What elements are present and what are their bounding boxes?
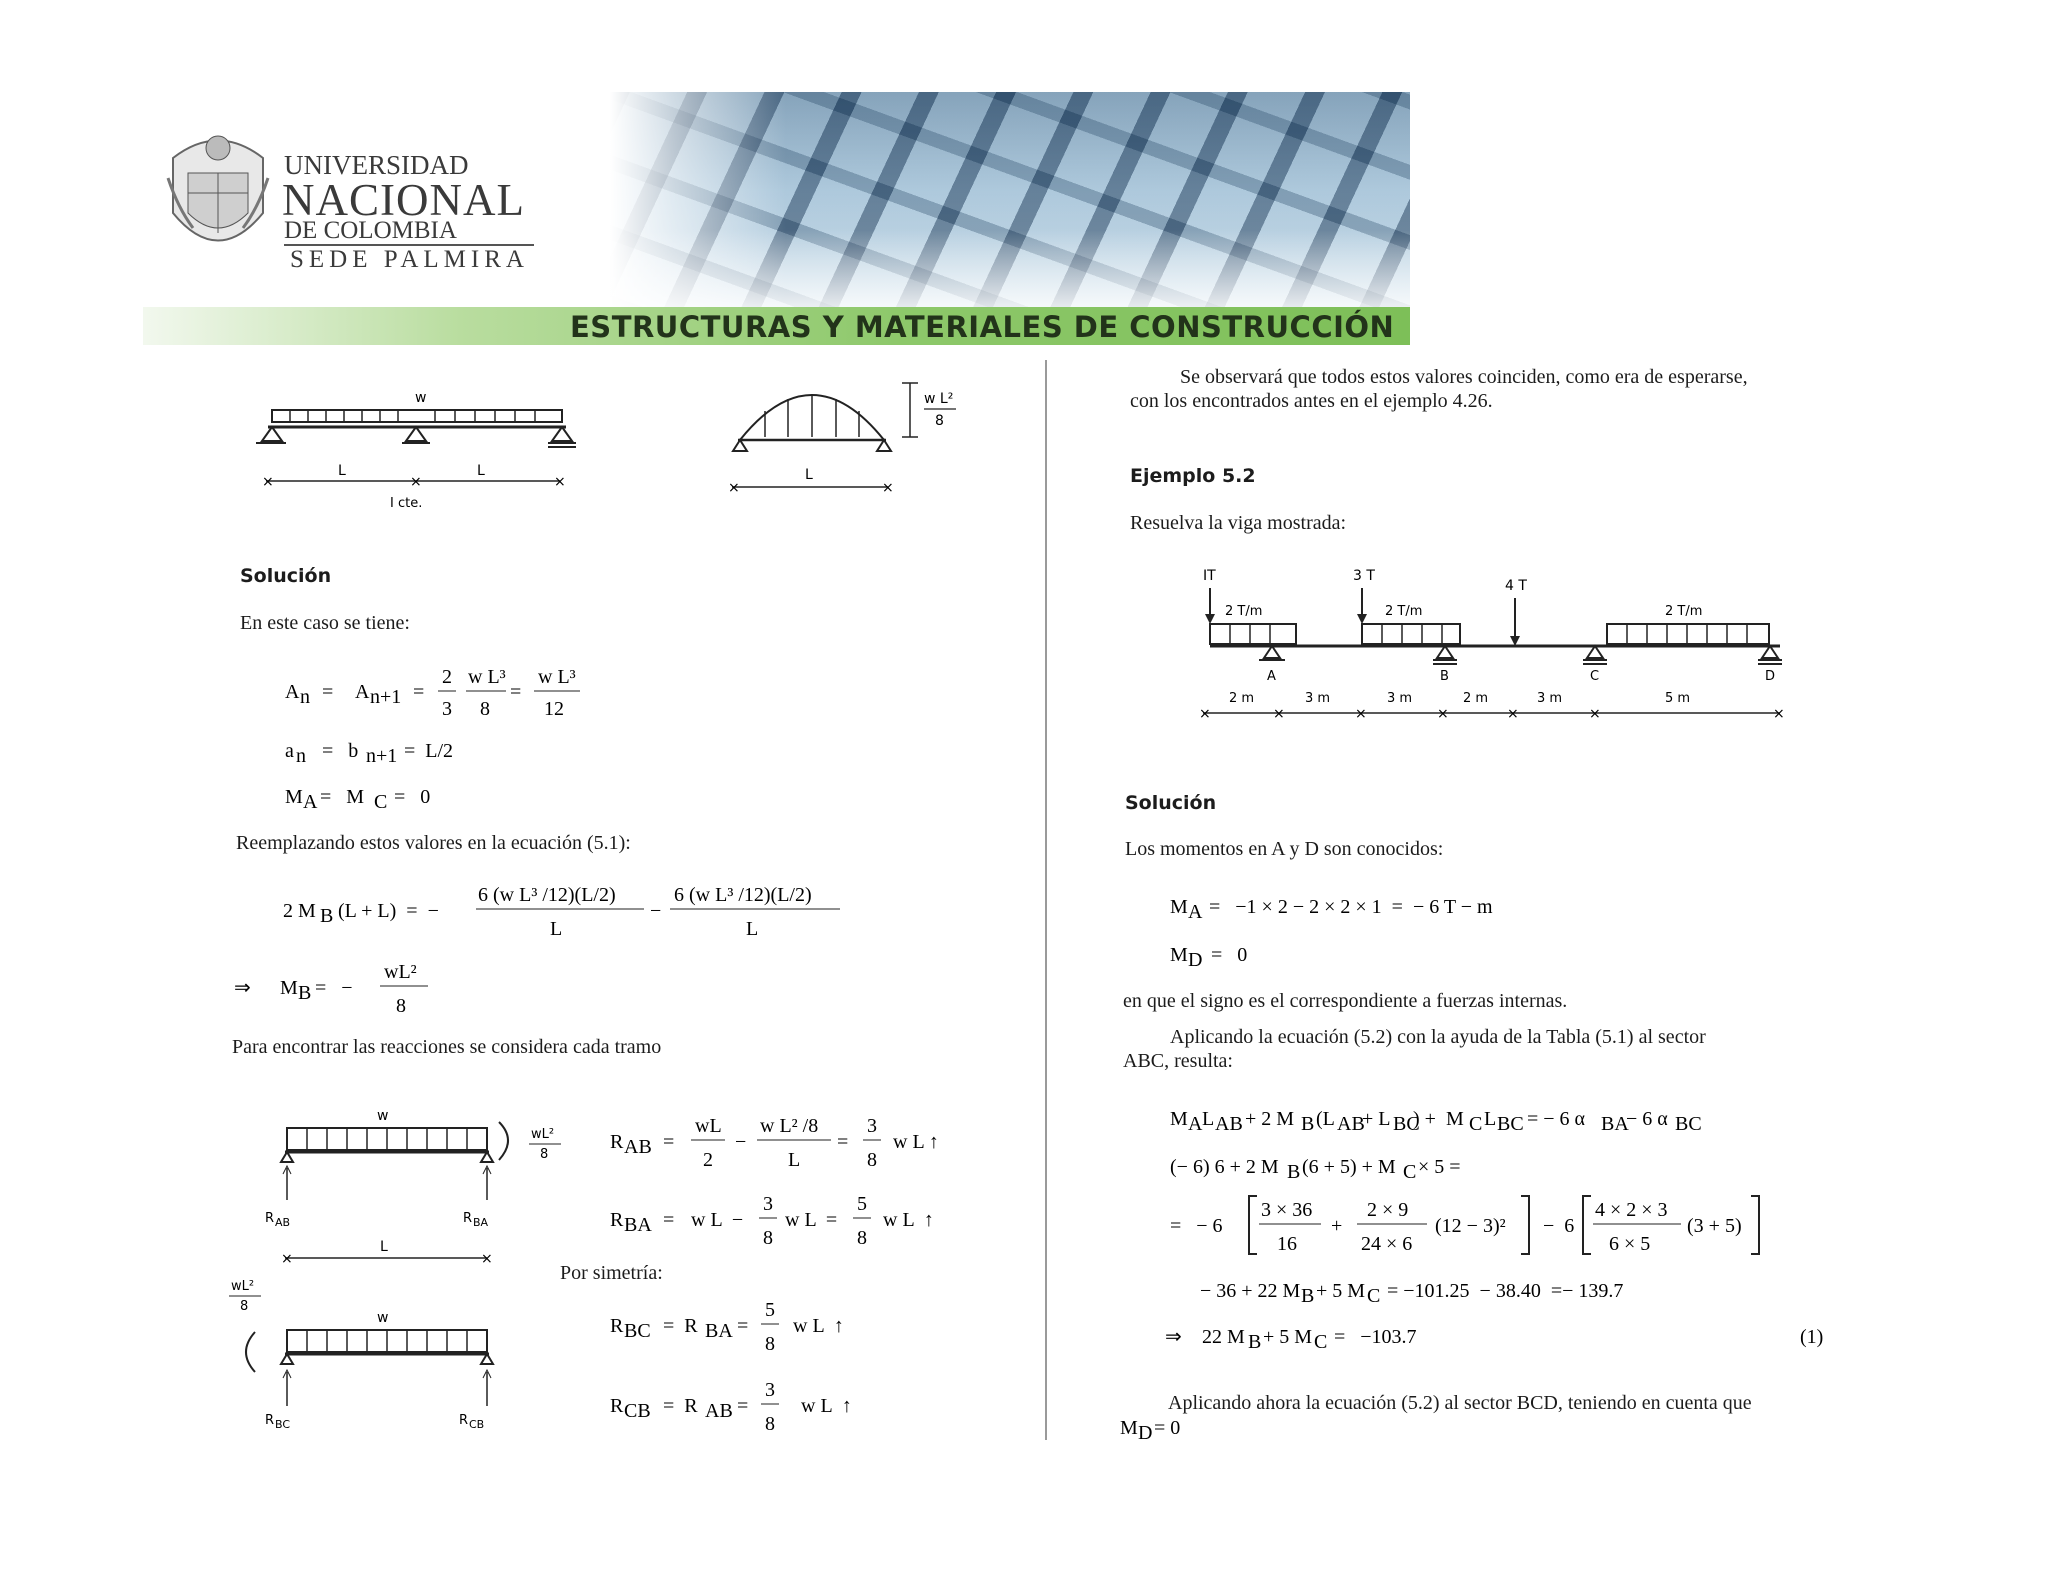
svg-text:A: A (1188, 1113, 1203, 1135)
svg-text:8: 8 (867, 1149, 877, 1171)
aplicando-bcd-text: Aplicando ahora la ecuación (5.2) al sector BCD, teniendo en cuenta que (1168, 1392, 1752, 1414)
distributed-load-label: 2 T/m (1385, 604, 1423, 619)
left-replace-text: Reemplazando estos valores en la ecuación (5.1): (236, 832, 631, 854)
equation-2MB (278, 875, 858, 947)
svg-text:n: n (296, 745, 306, 767)
svg-text:=: = (322, 681, 334, 703)
svg-text:×: × (410, 474, 422, 490)
svg-text:M: M (1170, 896, 1188, 918)
fig1-note: I cte. (390, 496, 423, 511)
svg-text:+ 2 M: + 2 M (1235, 1108, 1295, 1130)
svg-text:R: R (610, 1315, 624, 1337)
svg-text:2 M: 2 M (283, 900, 316, 922)
right-solucion-heading: Solución (1125, 792, 1217, 814)
fig3-span-label: L (380, 1239, 388, 1255)
svg-text:5 m: 5 m (1665, 691, 1691, 706)
left-reactions-text: Para encontrar las reacciones se considera cada tramo (232, 1036, 662, 1058)
svg-text:5: 5 (857, 1193, 867, 1215)
svg-text:C: C (1367, 1285, 1381, 1307)
svg-text:BA: BA (473, 1216, 489, 1229)
svg-text:A: A (303, 791, 318, 813)
svg-text:= −103.7: = −103.7 (1324, 1326, 1417, 1348)
fig3-reaction-AB: R (265, 1211, 275, 1226)
svg-text:8: 8 (396, 995, 406, 1017)
right-paragraph1-line1: Se observará que todos estos valores coinciden, como era de esperarse, (1180, 366, 1748, 388)
svg-text:BA: BA (624, 1214, 652, 1236)
svg-text:R: R (610, 1131, 624, 1153)
fig1-span-label: L (477, 463, 485, 479)
university-campus: SEDE PALMIRA (290, 246, 529, 273)
svg-text:×: × (1437, 706, 1449, 722)
svg-text:n+1: n+1 (370, 686, 402, 708)
university-crest-icon (163, 118, 273, 268)
svg-text:BC: BC (1393, 1113, 1420, 1135)
ejemplo-heading: Ejemplo 5.2 (1130, 465, 1256, 487)
equation-numeric-result (1195, 1272, 1775, 1308)
svg-text:AB: AB (275, 1216, 291, 1229)
svg-text:C: C (374, 791, 388, 813)
svg-text:C: C (1469, 1113, 1483, 1135)
svg-text:M: M (1170, 1108, 1188, 1130)
university-name-line2: NACIONAL (282, 175, 525, 225)
svg-text:L: L (788, 1149, 801, 1171)
svg-text:w L ↑: w L ↑ (801, 1395, 852, 1417)
svg-text:B: B (1301, 1113, 1315, 1135)
load-P2-label: 3 T (1353, 568, 1375, 584)
svg-text:=: = (737, 1395, 749, 1417)
aplicando-text-line1: Aplicando la ecuación (5.2) con la ayuda de la Tabla (5.1) al sector (1170, 1026, 1706, 1048)
fig3-reaction-BA: R (463, 1211, 473, 1226)
svg-text:L: L (746, 918, 759, 940)
svg-text:B: B (1301, 1285, 1315, 1307)
support-B-label: B (1440, 669, 1449, 684)
svg-text:D: D (1138, 1422, 1153, 1444)
aplicando-text-line2: ABC, resulta: (1123, 1050, 1233, 1072)
fig2-moment-den: 8 (935, 413, 944, 429)
svg-text:M: M (1170, 944, 1188, 966)
svg-text:n: n (300, 686, 310, 708)
svg-text:L: L (1197, 1108, 1215, 1130)
svg-text:C: C (1403, 1161, 1417, 1183)
resuelva-text: Resuelva la viga mostrada: (1130, 512, 1347, 534)
svg-text:8: 8 (857, 1227, 867, 1249)
figure-continuous-beam (250, 385, 590, 515)
svg-text:3: 3 (763, 1193, 773, 1215)
svg-text:w L ↑: w L ↑ (883, 1209, 934, 1231)
svg-text:= −: = − (310, 977, 353, 999)
svg-text:+ 5 M: + 5 M (1311, 1280, 1366, 1302)
fig4-load-label: w (377, 1310, 389, 1326)
svg-text:2: 2 (442, 666, 452, 688)
svg-text:3 m: 3 m (1305, 691, 1331, 706)
figure-span-BC (225, 1270, 515, 1430)
svg-text:(L + L) = −: (L + L) = − (333, 900, 439, 922)
equation-RAB (605, 1108, 965, 1178)
svg-text:6 (w L³ /12)(L/2): 6 (w L³ /12)(L/2) (674, 884, 812, 906)
svg-text:×: × (281, 1251, 293, 1267)
svg-text:×: × (1199, 706, 1211, 722)
svg-text:×: × (1773, 706, 1785, 722)
equation-MA (280, 778, 530, 814)
svg-text:BA: BA (1601, 1113, 1629, 1135)
svg-text:w L² /8: w L² /8 (760, 1115, 819, 1137)
fig4-moment-num: wL² (231, 1279, 255, 1294)
svg-text:= L/2: = L/2 (404, 740, 454, 762)
svg-text:A: A (285, 681, 300, 703)
svg-text:16: 16 (1277, 1233, 1297, 1255)
svg-text:−: − (735, 1131, 747, 1153)
svg-text:(12 − 3)²: (12 − 3)² (1435, 1215, 1506, 1237)
equation-an (280, 732, 530, 768)
svg-text:A: A (1188, 901, 1203, 923)
svg-text:AB: AB (1337, 1113, 1365, 1135)
figure-span-AB (255, 1100, 580, 1270)
svg-text:w L =: w L = (785, 1209, 838, 1231)
svg-text:B: B (320, 905, 334, 927)
equation-MB (232, 958, 462, 1022)
equation-MD-zero (1115, 1410, 1235, 1444)
svg-text:w L −: w L − (691, 1209, 744, 1231)
svg-text:B: B (298, 982, 312, 1004)
svg-text:) + M: ) + M (1413, 1108, 1464, 1130)
svg-text:+ 5 M: + 5 M (1258, 1326, 1313, 1348)
svg-text:=: = (837, 1131, 849, 1153)
equation-number: (1) (1800, 1326, 1824, 1348)
support-D-label: D (1765, 669, 1776, 684)
fig3-moment-den: 8 (540, 1147, 549, 1162)
svg-text:8: 8 (765, 1333, 775, 1355)
support-A-label: A (1267, 669, 1276, 684)
svg-text:w L³: w L³ (468, 666, 506, 688)
svg-text:(− 6) 6 + 2 M: (− 6) 6 + 2 M (1170, 1156, 1279, 1178)
equation-right-MD (1165, 936, 1365, 972)
svg-text:5: 5 (765, 1299, 775, 1321)
svg-text:×: × (481, 1251, 493, 1267)
fig2-moment-num: w L² (924, 391, 954, 407)
svg-text:⇒: ⇒ (1165, 1326, 1182, 1348)
svg-text:×: × (262, 474, 274, 490)
fig3-moment-num: wL² (531, 1127, 555, 1142)
svg-text:= 0: = 0 (1201, 944, 1248, 966)
equation-RBA (605, 1186, 965, 1256)
fig3-load-label: w (377, 1108, 389, 1124)
svg-text:= −101.25 − 38.40 =− 139.7: = −101.25 − 38.40 =− 139.7 (1377, 1280, 1624, 1302)
svg-text:C: C (1314, 1331, 1328, 1353)
svg-text:BA: BA (705, 1320, 733, 1342)
distributed-load-label: 2 T/m (1225, 604, 1263, 619)
svg-text:8: 8 (480, 698, 490, 720)
svg-text:M: M (280, 977, 298, 999)
svg-text:24 × 6: 24 × 6 (1361, 1233, 1413, 1255)
fig1-span-label: L (338, 463, 346, 479)
svg-text:=: = (663, 1131, 675, 1153)
load-P3-label: 4 T (1505, 578, 1527, 594)
left-intro-text: En este caso se tiene: (240, 612, 410, 634)
svg-text:×: × (1507, 706, 1519, 722)
fig1-load-label: w (415, 390, 427, 406)
svg-text:2 m: 2 m (1463, 691, 1489, 706)
svg-text:AB: AB (1215, 1113, 1243, 1135)
svg-text:CB: CB (624, 1400, 651, 1422)
svg-text:12: 12 (544, 698, 564, 720)
svg-text:= b: = b (322, 740, 359, 762)
svg-text:B: B (1287, 1161, 1301, 1183)
svg-text:2 m: 2 m (1229, 691, 1255, 706)
equation-RBC (605, 1292, 905, 1362)
momentos-text: Los momentos en A y D son conocidos: (1125, 838, 1444, 860)
svg-text:− 6: − 6 (1543, 1215, 1575, 1237)
svg-text:= 0: = 0 (394, 786, 431, 808)
svg-text:×: × (728, 480, 740, 496)
equation-right-MA (1165, 888, 1625, 924)
svg-text:2: 2 (703, 1149, 713, 1171)
right-paragraph1-line2: con los encontrados antes en el ejemplo 4.26. (1130, 390, 1493, 412)
svg-text:n+1: n+1 (366, 745, 398, 767)
svg-text:= R: = R (663, 1315, 698, 1337)
svg-text:(3 + 5): (3 + 5) (1687, 1215, 1742, 1237)
fig4-reaction-BC: R (265, 1413, 275, 1428)
svg-text:a: a (285, 740, 294, 762)
svg-text:= R: = R (663, 1395, 698, 1417)
svg-text:×: × (1355, 706, 1367, 722)
svg-text:×: × (882, 480, 894, 496)
svg-text:D: D (1188, 949, 1203, 971)
svg-text:3 m: 3 m (1387, 691, 1413, 706)
svg-text:×: × (1589, 706, 1601, 722)
svg-text:4 × 2 × 3: 4 × 2 × 3 (1595, 1199, 1668, 1221)
svg-text:B: B (1248, 1331, 1262, 1353)
svg-text:BC: BC (1675, 1113, 1702, 1135)
svg-text:= − 6: = − 6 (1170, 1215, 1223, 1237)
svg-text:+: + (1331, 1215, 1343, 1237)
university-name-line1: UNIVERSIDAD (284, 150, 469, 180)
svg-text:w L³: w L³ (538, 666, 576, 688)
svg-text:6 (w L³ /12)(L/2): 6 (w L³ /12)(L/2) (478, 884, 616, 906)
svg-text:6 × 5: 6 × 5 (1609, 1233, 1651, 1255)
svg-text:×: × (554, 474, 566, 490)
banner-fade (610, 230, 1410, 310)
distributed-load-label: 2 T/m (1665, 604, 1703, 619)
university-name-line3: DE COLOMBIA (284, 217, 457, 244)
fig2-span-label: L (805, 467, 813, 483)
svg-text:BC: BC (275, 1418, 291, 1430)
course-title: ESTRUCTURAS Y MATERIALES DE CONSTRUCCIÓN (570, 310, 1395, 344)
svg-text:=: = (663, 1209, 675, 1231)
svg-text:BC: BC (1497, 1113, 1524, 1135)
equation-bracket-expansion (1165, 1190, 1805, 1262)
svg-text:3 × 36: 3 × 36 (1261, 1199, 1313, 1221)
svg-text:= 0: = 0 (1149, 1417, 1181, 1439)
svg-text:− 6 α: − 6 α (1621, 1108, 1668, 1130)
svg-text:⇒: ⇒ (234, 977, 251, 999)
equation-1 (1160, 1318, 1840, 1354)
figure-moment-parabola (720, 375, 970, 505)
left-solucion-heading: Solución (240, 565, 332, 587)
svg-text:M: M (1120, 1417, 1138, 1439)
equation-substitution (1165, 1148, 1565, 1184)
figure-example-beam (1195, 560, 1795, 735)
svg-text:R: R (610, 1395, 624, 1417)
svg-text:R: R (610, 1209, 624, 1231)
svg-text:AB: AB (624, 1136, 652, 1158)
svg-text:3: 3 (765, 1379, 775, 1401)
svg-text:BC: BC (624, 1320, 651, 1342)
svg-text:A: A (355, 681, 370, 703)
svg-text:2 × 9: 2 × 9 (1367, 1199, 1409, 1221)
svg-text:wL²: wL² (384, 961, 417, 983)
simetria-label: Por simetría: (560, 1262, 663, 1284)
svg-text:22 M: 22 M (1202, 1326, 1245, 1348)
svg-text:= −1 × 2 − 2 × 2 × 1 = − 6: = −1 × 2 − 2 × 2 × 1 = − 6 T − m (1199, 896, 1493, 918)
svg-text:w L ↑: w L ↑ (793, 1315, 844, 1337)
svg-text:− 36 + 22 M: − 36 + 22 M (1200, 1280, 1301, 1302)
equation-RCB (605, 1372, 905, 1442)
svg-text:(6 + 5) + M: (6 + 5) + M (1297, 1156, 1396, 1178)
svg-text:+ L: + L (1357, 1108, 1391, 1130)
svg-text:L: L (550, 918, 563, 940)
svg-text:w L ↑: w L ↑ (893, 1131, 939, 1153)
svg-text:L: L (1479, 1108, 1497, 1130)
svg-text:8: 8 (765, 1413, 775, 1435)
svg-text:=: = (737, 1315, 749, 1337)
svg-text:= M: = M (320, 786, 365, 808)
svg-text:8: 8 (763, 1227, 773, 1249)
svg-text:M: M (285, 786, 303, 808)
svg-text:=: = (413, 681, 425, 703)
svg-text:−: − (650, 900, 662, 922)
svg-text:CB: CB (469, 1418, 485, 1430)
svg-text:3 m: 3 m (1537, 691, 1563, 706)
equation-three-moments (1165, 1100, 1765, 1140)
fig4-moment-den: 8 (240, 1299, 249, 1314)
svg-text:× 5 =: × 5 = (1413, 1156, 1461, 1178)
svg-text:=: = (510, 681, 522, 703)
svg-text:AB: AB (705, 1400, 733, 1422)
svg-text:×: × (1273, 706, 1285, 722)
fig4-reaction-CB: R (459, 1413, 469, 1428)
support-C-label: C (1590, 669, 1600, 684)
svg-text:(L: (L (1311, 1108, 1335, 1130)
svg-text:3: 3 (867, 1115, 877, 1137)
svg-text:= − 6 α: = − 6 α (1517, 1108, 1586, 1130)
load-P1-label: IT (1203, 568, 1216, 584)
equation-An (280, 655, 640, 725)
signo-text: en que el signo es el correspondiente a fuerzas internas. (1123, 990, 1568, 1012)
svg-text:wL: wL (695, 1115, 722, 1137)
column-divider (1045, 360, 1047, 1440)
svg-text:3: 3 (442, 698, 452, 720)
